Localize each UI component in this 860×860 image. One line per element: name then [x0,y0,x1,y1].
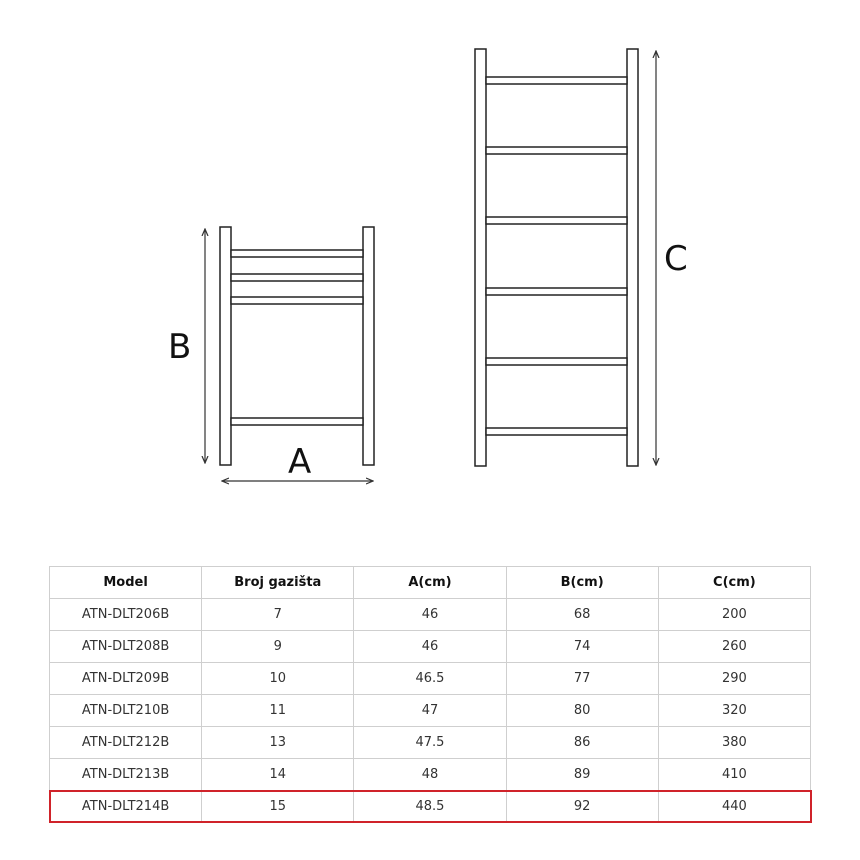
cell-steps: 13 [202,727,354,759]
cell-a: 46 [354,599,506,631]
cell-model: ATN-DLT206B [50,599,202,631]
table-row [50,695,811,727]
short-ladder [220,227,374,465]
cell-a: 46 [354,631,506,663]
cell-model: ATN-DLT214B [50,791,202,823]
cell-b: 80 [506,695,658,727]
dimension-a [222,442,373,482]
cell-a: 48.5 [354,791,506,823]
table-header-row [50,567,811,599]
short-ladder-rung [231,418,363,425]
cell-c: 380 [658,727,810,759]
cell-a: 46.5 [354,663,506,695]
tall-ladder-right-rail [627,49,638,466]
cell-model: ATN-DLT209B [50,663,202,695]
tall-ladder-rung [486,147,627,154]
cell-b: 74 [506,631,658,663]
cell-model: ATN-DLT212B [50,727,202,759]
ladder-spec-table [49,566,811,823]
table-row-highlighted [50,791,811,823]
tall-ladder-rung [486,358,627,365]
cell-c: 410 [658,759,810,791]
cell-steps: 10 [202,663,354,695]
cell-b: 89 [506,759,658,791]
cell-a: 48 [354,759,506,791]
cell-c: 290 [658,663,810,695]
cell-a: 47.5 [354,727,506,759]
table-row [50,663,811,695]
cell-c: 320 [658,695,810,727]
dimension-a-label: A [288,442,312,482]
cell-c: 440 [658,791,810,823]
tall-ladder-rung [486,77,627,84]
cell-b: 86 [506,727,658,759]
table-row [50,759,811,791]
cell-b: 68 [506,599,658,631]
short-ladder-left-rail [220,227,231,465]
cell-steps: 7 [202,599,354,631]
tall-ladder-left-rail [475,49,486,466]
dimension-b-label: B [168,327,192,367]
cell-model: ATN-DLT213B [50,759,202,791]
column-header-a: A(cm) [354,567,506,599]
dimension-c-label: C [664,239,688,279]
table-row [50,631,811,663]
short-ladder-rung [231,250,363,257]
cell-c: 200 [658,599,810,631]
tall-ladder [475,49,638,466]
dimension-b [168,229,205,463]
cell-b: 92 [506,791,658,823]
tall-ladder-rung [486,428,627,435]
short-ladder-rung [231,297,363,304]
tall-ladder-rung [486,217,627,224]
cell-a: 47 [354,695,506,727]
column-header-steps: Broj gazišta [202,567,354,599]
column-header-b: B(cm) [506,567,658,599]
cell-c: 260 [658,631,810,663]
cell-steps: 9 [202,631,354,663]
column-header-model: Model [50,567,202,599]
cell-steps: 14 [202,759,354,791]
tall-ladder-rung [486,288,627,295]
cell-steps: 11 [202,695,354,727]
short-ladder-right-rail [363,227,374,465]
cell-b: 77 [506,663,658,695]
dimension-c [656,51,688,465]
cell-model: ATN-DLT210B [50,695,202,727]
table-row [50,599,811,631]
cell-steps: 15 [202,791,354,823]
cell-model: ATN-DLT208B [50,631,202,663]
table-row [50,727,811,759]
column-header-c: C(cm) [658,567,810,599]
short-ladder-rung [231,274,363,281]
